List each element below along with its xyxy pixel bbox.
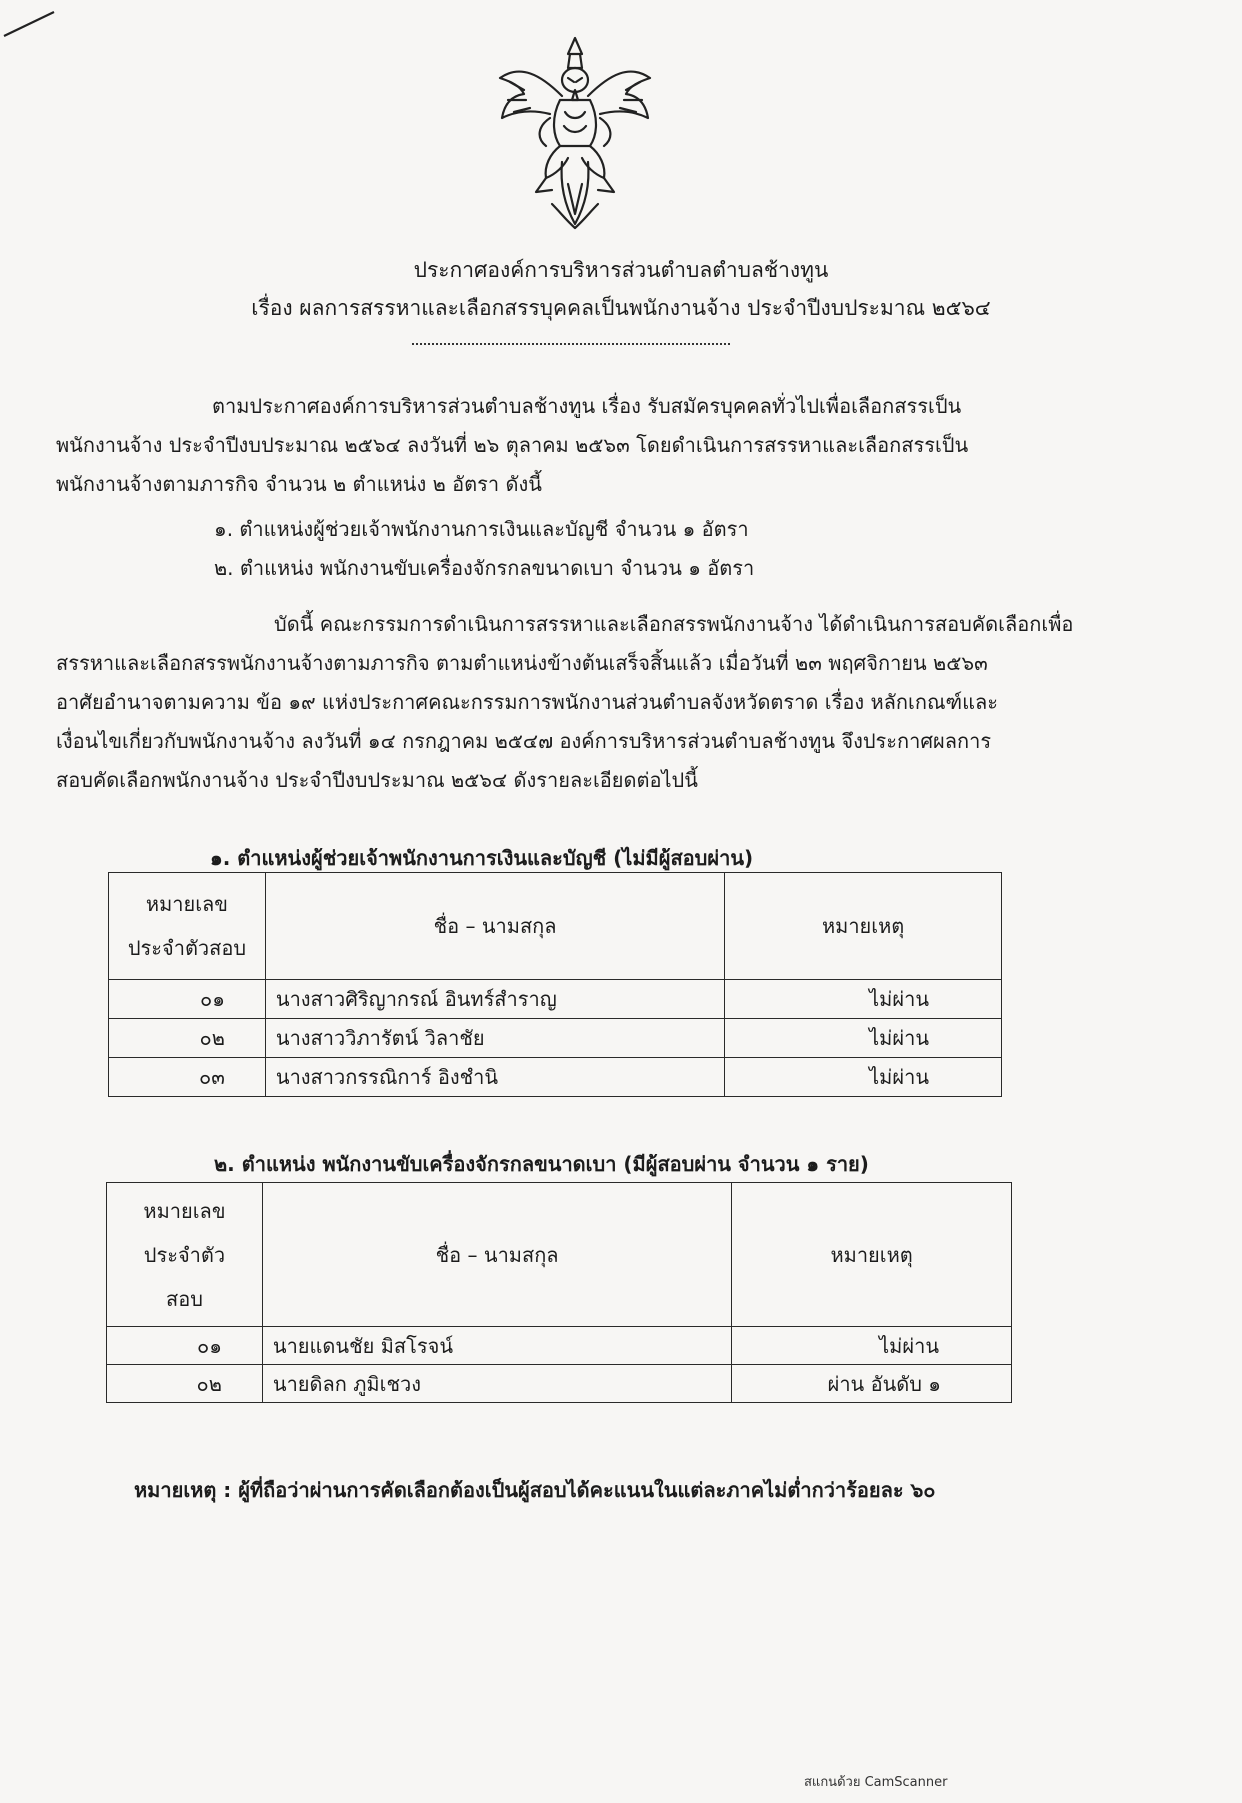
table1-row1-id: ๐๑ (109, 980, 266, 1019)
table-row (107, 1365, 1012, 1403)
body-line-3: อาศัยอำนาจตามความ ข้อ ๑๙ แห่งประกาศคณะกรรมการพนักงานส่วนตำบลจังหวัดตราด เรื่อง หลักเกณฑ์และ (56, 690, 998, 714)
table-row (109, 980, 1002, 1019)
title-divider (412, 343, 730, 345)
table2-col-remark-header: หมายเหตุ (732, 1183, 1012, 1327)
table2-col-id-header (107, 1183, 263, 1327)
body-line-2: สรรหาและเลือกสรรพนักงานจ้างตามภารกิจ ตามตำแหน่งข้างต้นเสร็จสิ้นแล้ว เมื่อวันที่ ๒๓ พฤศจิกายน ๒๕๖๓ (56, 651, 988, 675)
intro-line-2: พนักงานจ้าง ประจำปีงบประมาณ ๒๕๖๔ ลงวันที่ ๒๖ ตุลาคม ๒๕๖๓ โดยดำเนินการสรรหาและเลือกสรรเป็น (56, 433, 969, 457)
results-table-2 (106, 1182, 1012, 1403)
table1-row3-id: ๐๓ (109, 1058, 266, 1097)
table1-col-remark-header: หมายเหตุ (725, 873, 1002, 980)
footnote: หมายเหตุ : ผู้ที่ถือว่าผ่านการคัดเลือกต้องเป็นผู้สอบได้คะแนนในแต่ละภาคไม่ต่ำกว่าร้อยละ ๖๐ (134, 1478, 936, 1502)
table1-row3-name: นางสาวกรรณิการ์ อิงชำนิ (265, 1058, 724, 1097)
intro-line-3: พนักงานจ้างตามภารกิจ จำนวน ๒ ตำแหน่ง ๒ อัตรา ดังนี้ (56, 472, 542, 496)
pen-stroke-mark (2, 6, 62, 46)
table2-heading: ๒. ตำแหน่ง พนักงานขับเครื่องจักรกลขนาดเบา (มีผู้สอบผ่าน จำนวน ๑ ราย) (214, 1152, 869, 1176)
table1-row2-remark: ไม่ผ่าน (725, 1019, 1002, 1058)
table1-heading: ๑. ตำแหน่งผู้ช่วยเจ้าพนักงานการเงินและบัญชี (ไม่มีผู้สอบผ่าน) (210, 846, 754, 870)
table2-row1-name: นายแดนชัย มิสโรจน์ (262, 1327, 731, 1365)
body-line-1: บัดนี้ คณะกรรมการดำเนินการสรรหาและเลือกสรรพนักงานจ้าง ได้ดำเนินการสอบคัดเลือกเพื่อ (274, 612, 1074, 636)
table1-header-row (109, 873, 1002, 980)
table-row (109, 1019, 1002, 1058)
table2-row2-name: นายดิลก ภูมิเชวง (262, 1365, 731, 1403)
table2-header-row (107, 1183, 1012, 1327)
table1-col-id-header (109, 873, 266, 980)
table2-row2-remark: ผ่าน อันดับ ๑ (732, 1365, 1012, 1403)
table1-col-id-line-2: ประจำตัวสอบ (127, 936, 247, 960)
table2-col-name-header: ชื่อ – นามสกุล (262, 1183, 731, 1327)
table1-row1-name: นางสาวศิริญากรณ์ อินทร์สำราญ (265, 980, 724, 1019)
table2-row2-id: ๐๒ (107, 1365, 263, 1403)
table-row (109, 1058, 1002, 1097)
table2-row1-remark: ไม่ผ่าน (732, 1327, 1012, 1365)
table1-col-name-header: ชื่อ – นามสกุล (265, 873, 724, 980)
results-table-1 (108, 872, 1002, 1097)
table1-row2-name: นางสาววิภารัตน์ วิลาชัย (265, 1019, 724, 1058)
announcement-title: ประกาศองค์การบริหารส่วนตำบลตำบลช้างทูน (413, 258, 829, 282)
announcement-subject: เรื่อง ผลการสรรหาและเลือกสรรบุคคลเป็นพนักงานจ้าง ประจำปีงบประมาณ ๒๕๖๔ (251, 296, 991, 320)
table2-row1-id: ๐๑ (107, 1327, 263, 1365)
table2-col-id-line-3: สอบ (165, 1286, 203, 1311)
table1-row2-id: ๐๒ (109, 1019, 266, 1058)
position-item-2: ๒. ตำแหน่ง พนักงานขับเครื่องจักรกลขนาดเบา จำนวน ๑ อัตรา (214, 556, 755, 580)
table2-col-id-line-2: ประจำตัว (143, 1242, 226, 1267)
scanner-watermark: สแกนด้วย CamScanner (804, 1775, 948, 1790)
position-item-1: ๑. ตำแหน่งผู้ช่วยเจ้าพนักงานการเงินและบัญชี จำนวน ๑ อัตรา (214, 517, 749, 541)
intro-line-1: ตามประกาศองค์การบริหารส่วนตำบลช้างทูน เรื่อง รับสมัครบุคคลทั่วไปเพื่อเลือกสรรเป็น (212, 394, 962, 418)
table-row (107, 1327, 1012, 1365)
table2-col-id-line-1: หมายเลข (143, 1198, 226, 1223)
body-line-5: สอบคัดเลือกพนักงานจ้าง ประจำปีงบประมาณ ๒๕๖๔ ดังรายละเอียดต่อไปนี้ (56, 768, 698, 792)
body-line-4: เงื่อนไขเกี่ยวกับพนักงานจ้าง ลงวันที่ ๑๔ กรกฎาคม ๒๕๔๗ องค์การบริหารส่วนตำบลช้างทูน จึงประกาศผลการ (56, 729, 992, 753)
table1-col-id-line-1: หมายเลข (145, 892, 228, 916)
table1-row1-remark: ไม่ผ่าน (725, 980, 1002, 1019)
garuda-emblem-icon (490, 34, 660, 234)
table1-row3-remark: ไม่ผ่าน (725, 1058, 1002, 1097)
